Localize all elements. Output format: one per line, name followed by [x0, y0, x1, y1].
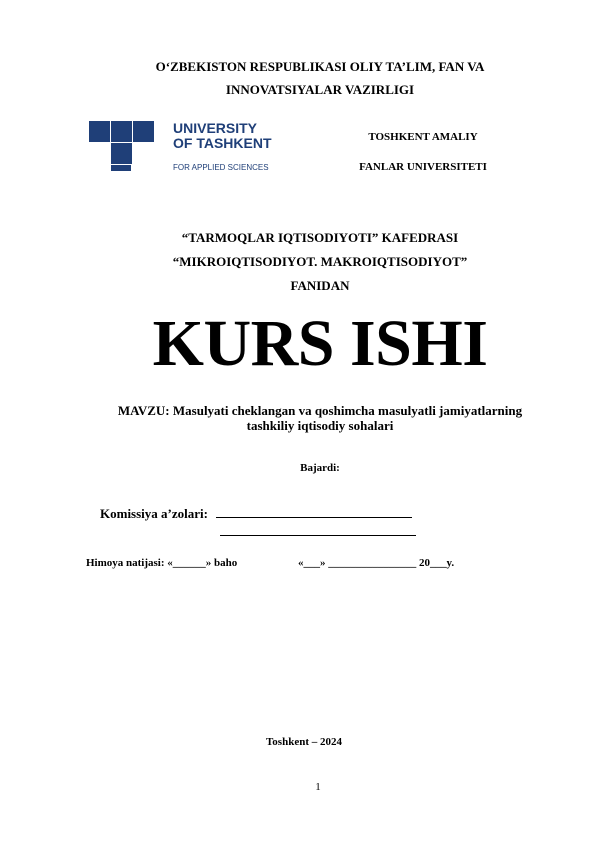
defense-date: «___» ________________ 20___y. — [298, 557, 455, 569]
logo-text-line-2: OF TASHKENT — [173, 136, 272, 151]
logo-square-1 — [89, 121, 110, 142]
logo-text-line-1: UNIVERSITY — [173, 120, 258, 136]
ministry-line-2: INNOVATSIYALAR VAZIRLIGI — [225, 82, 415, 97]
document-title: KURS ISHI — [152, 307, 488, 380]
logo-square-4 — [111, 143, 132, 164]
logo-square-5 — [111, 165, 131, 171]
page-number: 1 — [315, 781, 321, 793]
defense-result: Himoya natijasi: «______» baho — [86, 557, 238, 569]
footer-city-year: Toshkent – 2024 — [265, 736, 342, 748]
university-name-line-2: FANLAR UNIVERSITETI — [359, 161, 487, 173]
logo-text-line-3: FOR APPLIED SCIENCES — [173, 163, 269, 172]
department-line-2: “MIKROIQTISODIYOT. MAKROIQTISODIYOT” — [172, 254, 468, 269]
logo-square-3 — [133, 121, 154, 142]
ministry-line-1: O‘ZBEKISTON RESPUBLIKASI OLIY TA’LIM, FAN VA — [155, 59, 485, 74]
logo-square-2 — [111, 121, 132, 142]
department-line-1: “TARMOQLAR IQTISODIYOTI” KAFEDRASI — [181, 230, 459, 245]
university-name-line-1: TOSHKENT AMALIY — [368, 131, 478, 143]
topic-line-2: tashkiliy iqtisodiy sohalari — [246, 418, 394, 433]
topic-line-1: MAVZU: Masulyati cheklangan va qoshimcha masulyatli jamiyatlarning — [117, 403, 523, 418]
commission-label: Komissiya a’zolari: — [100, 506, 208, 521]
commission-line-1 — [216, 517, 412, 518]
commission-line-2 — [220, 535, 416, 536]
performed-by-label: Bajardi: — [300, 462, 340, 474]
department-line-3: FANIDAN — [290, 278, 350, 293]
university-logo — [89, 121, 279, 173]
